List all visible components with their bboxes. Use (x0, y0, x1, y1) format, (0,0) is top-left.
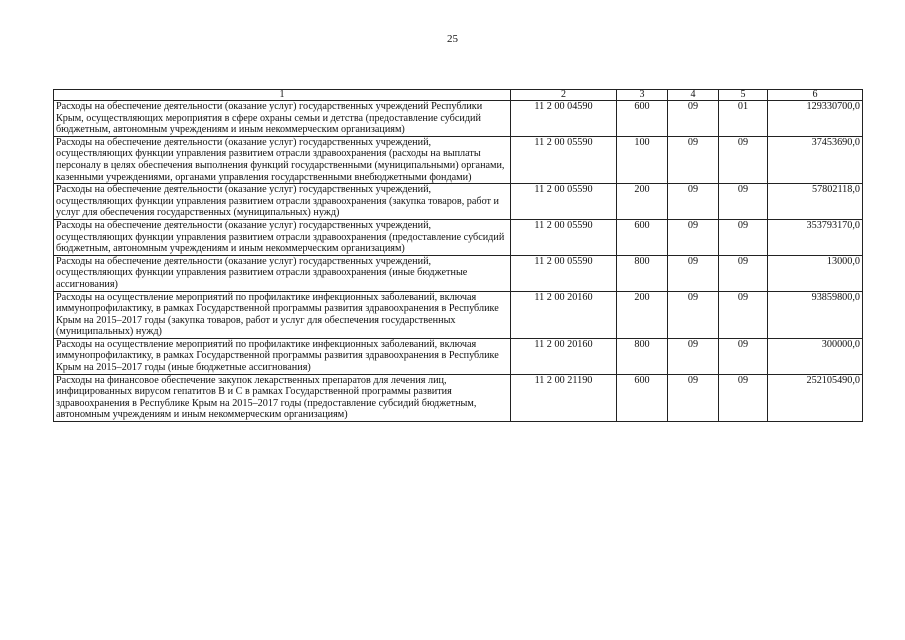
row-description: Расходы на обеспечение деятельности (оказание услуг) государственных учреждений, осуществляющих функции управления развитием отрасли здравоохранения (предоставление субсидий бюджетным, автономным учреждениям и иным некоммерческим организациям) (54, 219, 511, 255)
header-col-5: 5 (719, 90, 768, 101)
table-row (54, 219, 863, 255)
row-amount: 300000,0 (768, 338, 863, 374)
row-section: 09 (668, 184, 719, 220)
row-target-code: 11 2 00 05590 (511, 219, 617, 255)
row-expense-type: 800 (617, 255, 668, 291)
row-subsection: 09 (719, 219, 768, 255)
row-subsection: 09 (719, 136, 768, 183)
row-expense-type: 600 (617, 374, 668, 421)
table-row (54, 101, 863, 137)
row-expense-type: 200 (617, 184, 668, 220)
row-target-code: 11 2 00 20160 (511, 338, 617, 374)
row-description: Расходы на обеспечение деятельности (оказание услуг) государственных учреждений, осуществляющих функции управления развитием отрасли здравоохранения (иные бюджетные ассигнования) (54, 255, 511, 291)
row-expense-type: 600 (617, 101, 668, 137)
row-subsection: 09 (719, 255, 768, 291)
table-row (54, 338, 863, 374)
row-description: Расходы на осуществление мероприятий по профилактике инфекционных заболеваний, включая иммунопрофилактику, в рамках Государственной программы развития здравоохранения в Республике Крым на 2015–2017 годы (закупка товаров, работ и услуг для обеспечения государственных (муниципальных) нужд) (54, 291, 511, 338)
row-section: 09 (668, 374, 719, 421)
row-target-code: 11 2 00 20160 (511, 291, 617, 338)
row-subsection: 09 (719, 184, 768, 220)
row-amount: 37453690,0 (768, 136, 863, 183)
table-row (54, 136, 863, 183)
row-subsection: 09 (719, 338, 768, 374)
table-row (54, 184, 863, 220)
row-target-code: 11 2 00 05590 (511, 136, 617, 183)
row-subsection: 09 (719, 291, 768, 338)
row-subsection: 01 (719, 101, 768, 137)
row-section: 09 (668, 255, 719, 291)
row-subsection: 09 (719, 374, 768, 421)
row-target-code: 11 2 00 21190 (511, 374, 617, 421)
row-amount: 252105490,0 (768, 374, 863, 421)
row-amount: 129330700,0 (768, 101, 863, 137)
row-expense-type: 600 (617, 219, 668, 255)
page-number: 25 (447, 33, 458, 45)
row-section: 09 (668, 219, 719, 255)
header-row (54, 90, 863, 101)
row-target-code: 11 2 00 05590 (511, 184, 617, 220)
row-target-code: 11 2 00 04590 (511, 101, 617, 137)
budget-table (53, 89, 863, 422)
row-target-code: 11 2 00 05590 (511, 255, 617, 291)
header-col-6: 6 (768, 90, 863, 101)
row-section: 09 (668, 136, 719, 183)
table-row (54, 255, 863, 291)
header-col-4: 4 (668, 90, 719, 101)
row-section: 09 (668, 101, 719, 137)
row-section: 09 (668, 338, 719, 374)
row-expense-type: 100 (617, 136, 668, 183)
row-description: Расходы на обеспечение деятельности (оказание услуг) государственных учреждений, осуществляющих функции управления развитием отрасли здравоохранения (закупка товаров, работ и услуг для обеспечения государственных (муниципальных) нужд) (54, 184, 511, 220)
row-amount: 57802118,0 (768, 184, 863, 220)
header-col-1: 1 (54, 90, 511, 101)
table-body (54, 101, 863, 422)
row-description: Расходы на осуществление мероприятий по профилактике инфекционных заболеваний, включая иммунопрофилактику, в рамках Государственной программы развития здравоохранения в Республике Крым на 2015–2017 годы (иные бюджетные ассигнования) (54, 338, 511, 374)
row-expense-type: 200 (617, 291, 668, 338)
row-description: Расходы на финансовое обеспечение закупок лекарственных препаратов для лечения лиц, инфицированных вирусом гепатитов В и С в рамках Государственной программы развития здравоохранения в Республике Крым на 2015–2017 годы (предоставление субсидий бюджетным, автономным учреждениям и иным некоммерческим организациям) (54, 374, 511, 421)
row-expense-type: 800 (617, 338, 668, 374)
row-amount: 13000,0 (768, 255, 863, 291)
header-col-3: 3 (617, 90, 668, 101)
table-row (54, 291, 863, 338)
row-description: Расходы на обеспечение деятельности (оказание услуг) государственных учреждений Республики Крым, осуществляющих мероприятия в сфере охраны семьи и детства (предоставление субсидий бюджетным, автономным учреждениям и иным некоммерческим организациям) (54, 101, 511, 137)
table-row (54, 374, 863, 421)
row-amount: 93859800,0 (768, 291, 863, 338)
row-amount: 353793170,0 (768, 219, 863, 255)
row-section: 09 (668, 291, 719, 338)
row-description: Расходы на обеспечение деятельности (оказание услуг) государственных учреждений, осуществляющих функции управления развитием отрасли здравоохранения (расходы на выплаты персоналу в целях обеспечения выполнения функций государственными (муниципальными) органами, казенными учреждениями, органами управления государственными внебюджетными фондами) (54, 136, 511, 183)
header-col-2: 2 (511, 90, 617, 101)
